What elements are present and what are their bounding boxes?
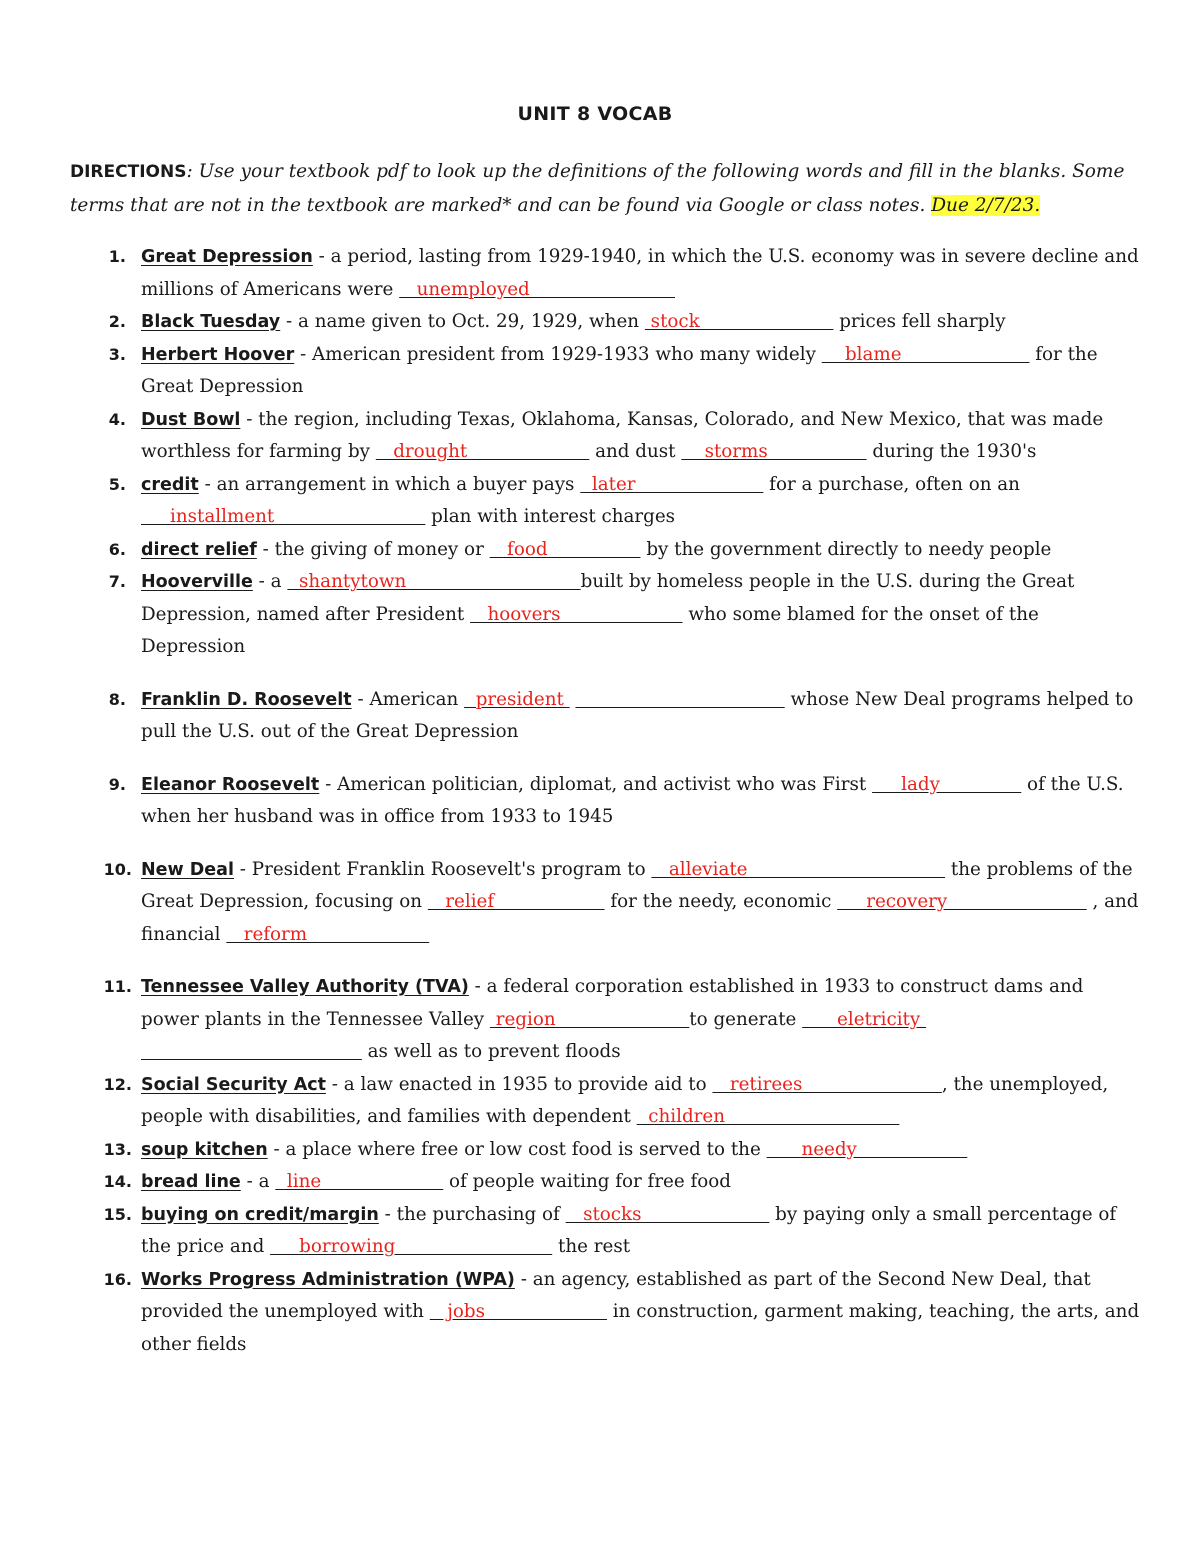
item-number: 11. [103, 977, 132, 996]
definition-text: by paying only a small percentage of the price and [141, 1203, 1117, 1257]
answer-blank[interactable] [576, 689, 785, 710]
page-title: UNIT 8 VOCAB [517, 103, 673, 125]
item-number: 12. [103, 1074, 132, 1094]
vocab-term: Dust Bowl [141, 409, 241, 430]
definition-text: - a period, lasting from 1929-1940, in which the U.S. economy was in severe decline and millions of Americans were [141, 246, 1139, 300]
vocab-term: soup kitchen [141, 1139, 268, 1160]
vocab-term: Franklin D. Roosevelt [141, 689, 352, 710]
definition-text: - the region, including Texas, Oklahoma, Kansas, Colorado, and New Mexico, that was made worthless for farming by [141, 408, 1104, 462]
directions-text: : Use your textbook pdf to look up the definitions of the following words and fill in the blanks. Some terms that are not in the textbook are marked* and can be found via Google or class notes. [70, 161, 1125, 216]
answer-blank[interactable]: lady [872, 773, 1022, 795]
item-number: 15. [103, 1204, 132, 1224]
definition-text: who some blamed for the onset of the Depression [141, 603, 1039, 657]
definition-text: of people waiting for free food [443, 1171, 731, 1192]
vocab-term: Social Security Act [141, 1074, 326, 1095]
definition-text: - a [252, 571, 288, 592]
definition-text: - American president from 1929-1933 who many widely [294, 343, 822, 365]
definition-text: - a [240, 1171, 276, 1192]
answer-blank[interactable]: retirees [712, 1073, 942, 1095]
definition-text: for the needy, economic [604, 891, 838, 912]
answer-blank[interactable]: stock [644, 311, 834, 332]
answer-blank[interactable]: recovery [837, 891, 1087, 912]
due-date-highlight: Due 2/7/23. [931, 195, 1041, 216]
directions-paragraph [70, 155, 1140, 222]
vocab-item-3 [100, 339, 1140, 404]
definition-text: the problems of the Great Depression, focusing on [141, 858, 1133, 912]
item-number: 8. [108, 689, 126, 709]
vocab-term: bread line [141, 1172, 241, 1192]
answer-blank[interactable] [141, 1041, 362, 1062]
definition-text: - a name given to Oct. 29, 1929, when [280, 311, 645, 332]
item-number: 6. [108, 539, 126, 559]
definition-text: - American politician, diplomat, and activist who was First [319, 773, 873, 795]
answer-blank[interactable]: storms [681, 441, 867, 462]
vocab-item-14 [100, 1166, 1140, 1199]
definition-text: , and financial [141, 891, 1139, 945]
vocab-item-2 [100, 306, 1140, 339]
definition-text: as well as to prevent floods [361, 1041, 621, 1062]
answer-blank[interactable]: children [636, 1106, 900, 1127]
directions-label: DIRECTIONS [70, 162, 187, 182]
definition-text: to generate [689, 1008, 803, 1030]
definition-text: built by homeless people in the U.S. during the Great Depression, named after President [141, 571, 1075, 625]
item-number: 9. [108, 774, 126, 794]
vocab-term: Black Tuesday [141, 312, 281, 332]
answer-blank[interactable]: eletricity [802, 1008, 927, 1030]
vocab-term: Hooverville [141, 572, 253, 592]
definition-text: for a purchase, often on an [763, 473, 1020, 495]
vocab-item-5 [100, 469, 1140, 534]
item-number: 1. [108, 247, 126, 266]
item-number: 3. [108, 344, 126, 364]
vocab-item-15 [100, 1199, 1140, 1264]
answer-blank[interactable]: unemployed [399, 278, 675, 300]
definition-text: and dust [589, 441, 682, 462]
vocab-item-10 [100, 854, 1140, 952]
definition-text: during the 1930's [866, 441, 1037, 462]
answer-blank[interactable]: needy [766, 1138, 968, 1160]
item-number: 14. [103, 1172, 132, 1191]
answer-blank[interactable]: borrowing [270, 1236, 553, 1257]
vocab-item-11 [100, 971, 1140, 1069]
definition-text: - a federal corporation established in 1933 to construct dams and power plants in the Tennessee Valley [141, 976, 1084, 1030]
definition-text: the rest [552, 1236, 631, 1257]
answer-blank[interactable]: jobs [429, 1301, 607, 1322]
definition-text: - an arrangement in which a buyer pays [198, 473, 581, 495]
vocab-term: buying on credit/margin [141, 1204, 379, 1225]
vocab-item-4 [100, 404, 1140, 469]
answer-blank[interactable]: blame [821, 343, 1030, 365]
definition-text: prices fell sharply [833, 311, 1006, 332]
definition-text: by the government directly to needy people [640, 538, 1052, 560]
vocab-item-8 [100, 684, 1140, 749]
definition-text: , the unemployed, people with disabilities, and families with dependent [141, 1073, 1109, 1127]
definition-text: - the giving of money or [256, 538, 490, 560]
vocab-item-9 [100, 769, 1140, 834]
vocab-term: Herbert Hoover [141, 344, 295, 365]
vocab-item-16 [100, 1264, 1140, 1362]
definition-text: - a law enacted in 1935 to provide aid to [325, 1073, 713, 1095]
definition-text: of the U.S. when her husband was in office from 1933 to 1945 [141, 773, 1124, 827]
vocab-item-1 [100, 241, 1140, 306]
definition-text: in construction, garment making, teaching, the arts, and other fields [141, 1301, 1140, 1355]
answer-blank[interactable]: drought [375, 441, 590, 462]
item-number: 4. [108, 409, 126, 429]
item-number: 5. [108, 474, 126, 494]
vocab-term: direct relief [141, 539, 257, 560]
definition-text: - a place where free or low cost food is served to the [267, 1138, 767, 1160]
vocab-term: New Deal [141, 859, 234, 880]
answer-blank[interactable]: reform [226, 923, 430, 945]
vocab-term: Tennessee Valley Authority (TVA) [141, 977, 469, 997]
vocab-term: Great Depression [141, 247, 313, 267]
item-number: 13. [103, 1139, 132, 1159]
definition-text: - American [351, 688, 465, 710]
answer-blank[interactable]: food [489, 538, 641, 560]
answer-blank[interactable]: shantytown [287, 571, 581, 592]
answer-blank[interactable]: later [580, 473, 764, 495]
item-number: 10. [103, 859, 132, 879]
answer-blank[interactable]: stocks [565, 1203, 770, 1225]
answer-blank[interactable]: president [464, 688, 570, 710]
vocab-term: credit [141, 474, 199, 495]
definition-text: for the Great Depression [141, 343, 1098, 397]
answer-blank[interactable]: installment [141, 506, 426, 527]
vocab-item-6 [100, 534, 1140, 567]
definition-text: plan with interest charges [425, 506, 676, 527]
answer-blank[interactable]: hoovers [470, 603, 683, 625]
vocab-item-7 [100, 566, 1140, 664]
answer-blank[interactable]: relief [427, 891, 605, 912]
vocab-term: Works Progress Administration (WPA) [141, 1269, 515, 1290]
answer-blank[interactable]: line [275, 1171, 444, 1192]
definition-text: - President Franklin Roosevelt's program to [233, 858, 652, 880]
item-number: 2. [108, 312, 126, 331]
answer-blank[interactable]: region [489, 1008, 690, 1030]
answer-blank[interactable]: alleviate [651, 858, 946, 880]
vocab-item-13 [100, 1134, 1140, 1167]
definition-text: whose New Deal programs helped to pull the U.S. out of the Great Depression [141, 688, 1134, 742]
definition-text: - an agency, established as part of the Second New Deal, that provided the unemployed with [141, 1268, 1091, 1322]
vocab-term: Eleanor Roosevelt [141, 774, 320, 795]
vocab-item-12 [100, 1069, 1140, 1134]
vocab-list [100, 241, 1140, 1361]
item-number: 7. [108, 572, 126, 591]
definition-text: - the purchasing of [378, 1203, 566, 1225]
item-number: 16. [103, 1269, 132, 1289]
